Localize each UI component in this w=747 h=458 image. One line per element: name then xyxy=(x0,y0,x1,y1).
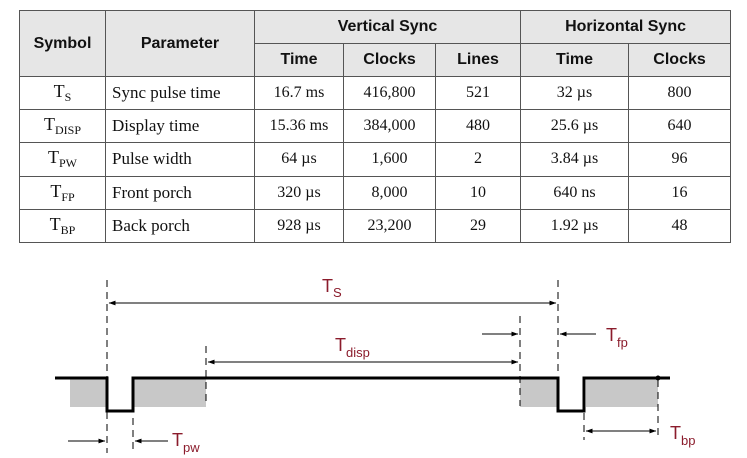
cell-parameter: Display time xyxy=(106,110,255,143)
cell-parameter: Sync pulse time xyxy=(106,77,255,110)
header-vertical-sync: Vertical Sync xyxy=(255,11,521,44)
cell-h-clocks: 48 xyxy=(629,209,731,242)
table-row xyxy=(20,209,731,242)
cell-v-time: 320 µs xyxy=(255,176,344,209)
cell-h-time: 1.92 µs xyxy=(521,209,629,242)
tpw-label: $T_{pw}$ xyxy=(172,430,200,455)
back-porch-region-right xyxy=(586,378,658,407)
front-porch-region-left xyxy=(134,378,206,407)
tfp-label: $T_{fp}$ xyxy=(606,325,628,350)
cell-v-time: 16.7 ms xyxy=(255,77,344,110)
header-v-time: Time xyxy=(255,44,344,77)
cell-h-clocks: 16 xyxy=(629,176,731,209)
cell-v-time: 15.36 ms xyxy=(255,110,344,143)
symbol-main: T xyxy=(53,81,65,102)
cell-v-clocks: 384,000 xyxy=(344,110,436,143)
cell-h-time: 25.6 µs xyxy=(521,110,629,143)
cell-v-lines: 2 xyxy=(436,143,521,176)
waveform-end-dot xyxy=(656,376,661,381)
cell-v-clocks: 416,800 xyxy=(344,77,436,110)
header-v-lines: Lines xyxy=(436,44,521,77)
cell-v-lines: 10 xyxy=(436,176,521,209)
cell-parameter: Back porch xyxy=(106,209,255,242)
cell-symbol xyxy=(20,77,106,110)
cell-symbol xyxy=(20,176,106,209)
cell-h-clocks: 800 xyxy=(629,77,731,110)
symbol-subscript: BP xyxy=(60,222,76,237)
cell-symbol xyxy=(20,143,106,176)
timing-table xyxy=(19,10,731,243)
cell-v-lines: 480 xyxy=(436,110,521,143)
header-v-clocks: Clocks xyxy=(344,44,436,77)
table-row xyxy=(20,176,731,209)
symbol-subscript: DISP xyxy=(54,123,81,138)
timing-diagram xyxy=(0,258,747,458)
header-symbol: Symbol xyxy=(20,11,106,77)
symbol-subscript: PW xyxy=(59,156,77,171)
table-row xyxy=(20,143,731,176)
cell-v-lines: 29 xyxy=(436,209,521,242)
ts-label: $T_S$ xyxy=(322,276,342,300)
header-h-time: Time xyxy=(521,44,629,77)
cell-parameter: Front porch xyxy=(106,176,255,209)
symbol-main: T xyxy=(49,213,61,234)
cell-v-time: 928 µs xyxy=(255,209,344,242)
cell-v-clocks: 1,600 xyxy=(344,143,436,176)
tbp-label: $T_{bp}$ xyxy=(670,423,696,448)
cell-h-clocks: 640 xyxy=(629,110,731,143)
table-row xyxy=(20,110,731,143)
cell-h-time: 3.84 µs xyxy=(521,143,629,176)
cell-symbol xyxy=(20,110,106,143)
header-h-clocks: Clocks xyxy=(629,44,731,77)
symbol-main: T xyxy=(50,180,62,201)
symbol-main: T xyxy=(48,147,59,168)
cell-symbol xyxy=(20,209,106,242)
symbol-main: T xyxy=(43,114,55,135)
cell-h-time: 32 µs xyxy=(521,77,629,110)
back-porch-region-left xyxy=(70,378,106,407)
cell-v-lines: 521 xyxy=(436,77,521,110)
cell-v-clocks: 8,000 xyxy=(344,176,436,209)
front-porch-region-right xyxy=(520,378,558,407)
table-body xyxy=(20,77,731,243)
cell-h-time: 640 ns xyxy=(521,176,629,209)
tdisp-label: $T_{disp}$ xyxy=(335,335,370,360)
header-parameter: Parameter xyxy=(106,11,255,77)
cell-h-clocks: 96 xyxy=(629,143,731,176)
symbol-subscript: FP xyxy=(61,189,75,204)
cell-v-clocks: 23,200 xyxy=(344,209,436,242)
table-row xyxy=(20,77,731,110)
header-horizontal-sync: Horizontal Sync xyxy=(521,11,731,44)
cell-parameter: Pulse width xyxy=(106,143,255,176)
cell-v-time: 64 µs xyxy=(255,143,344,176)
symbol-subscript: S xyxy=(64,90,72,105)
